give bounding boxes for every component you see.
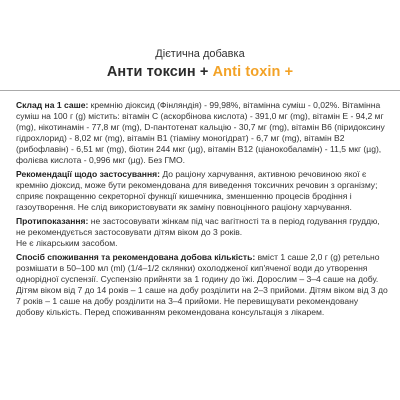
contraindications-label: Протипоказання: bbox=[16, 216, 89, 226]
recommendations-paragraph bbox=[16, 169, 388, 213]
product-header bbox=[0, 48, 400, 81]
recommendations-label: Рекомендації щодо застосування: bbox=[16, 169, 160, 179]
product-title bbox=[0, 63, 400, 81]
contraindications-text: не застосовувати жінкам під час вагітності та в період годування груддю, не рекомендується застосовувати дітям віком до 3 років. bbox=[16, 216, 380, 237]
product-description bbox=[16, 100, 388, 321]
contraindications-paragraph bbox=[16, 216, 388, 238]
composition-label: Склад на 1 саше: bbox=[16, 100, 89, 110]
composition-text: кремнію діоксид (Фінляндія) - 99,98%, вітамінна суміш - 0,02%. Вітамінна суміш на 100 г (g) містить: вітамін С (аскорбінова кислота) - 391,0 мг (mg), вітамін Е - 94,2 мг (mg), нікотинамін - 77,8 мг (mg), D-пантотенат кальцію - 30,7 мг (mg), вітамін В6 (піридоксину гідрохлорид) - 8,02 мг (mg), вітамін В1 (тіаміну моногідрат) - 6,7 мг (mg), вітамін В2 (рибофлавін) - 6,51 мг (mg), біотин 244 мкг (µg), вітамін В12 (ціанокобаламін) - 11,5 мкг (µg), фолієва кислота - 0,996 мкг (µg). Без ГМО. bbox=[16, 100, 385, 165]
product-title-ukrainian: Анти токсин + bbox=[106, 64, 209, 80]
product-type-label: Дієтична добавка bbox=[155, 48, 245, 60]
not-a-medicine-note: Не є лікарським засобом. bbox=[16, 238, 118, 248]
usage-text: вміст 1 саше 2,0 г (g) ретельно розмішати в 50–100 мл (ml) (1/4–1/2 склянки) охолодженої кип'яченої води до утворення однорідної суспензії. Суспензію прийняти за 1 годину до їжі. Дорослим – 3–4 саше на добу. Дітям віком від 7 до 14 років – 1 саше на добу розділити на 2–3 прийоми. Дітям віком від 3 до 7 років – 1 саше на добу розділити на 3–4 прийоми. Не перевищувати рекомендовану добову кількість. Перед споживанням рекомендована консультація з лікарем. bbox=[16, 252, 388, 317]
composition-paragraph bbox=[16, 100, 388, 166]
header-divider bbox=[0, 90, 400, 91]
product-title-english: Anti toxin + bbox=[212, 64, 294, 80]
usage-label: Спосіб споживання та рекомендована добова кількість: bbox=[16, 252, 256, 262]
recommendations-text: До раціону харчування, активною речовиною якої є кремнію діоксид, може бути рекомендована для виведення токсичних речовин з організму; сприяє покращенню секреторної функції кишечника, зменшенню процесів бродіння і газоутворення. Не слід використовувати як заміну повноцінного раціону харчування. bbox=[16, 169, 378, 212]
usage-paragraph bbox=[16, 252, 388, 318]
